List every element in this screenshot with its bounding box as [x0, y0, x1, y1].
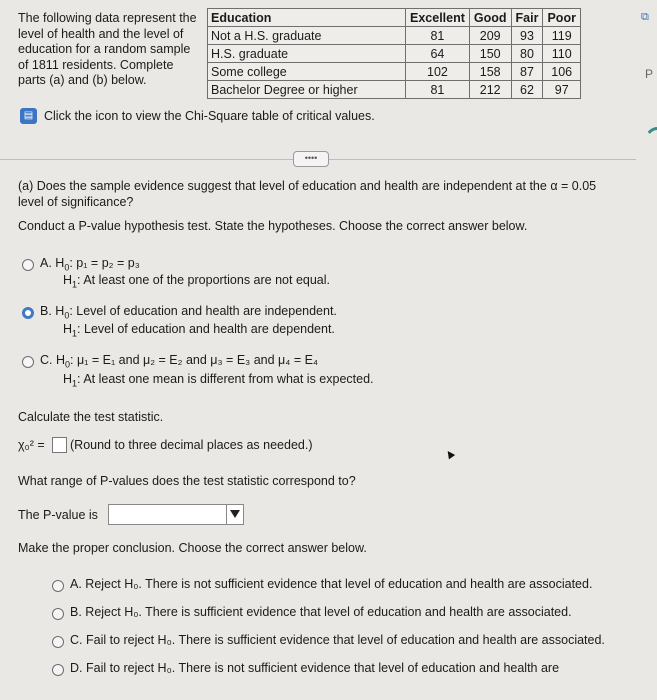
edge-letter: P [645, 67, 654, 81]
option-a-radio[interactable] [22, 259, 34, 271]
table-row [208, 45, 581, 63]
mouse-cursor-icon: ▲ [439, 443, 460, 464]
conclusion-a-radio[interactable] [52, 580, 64, 592]
table-cell: 158 [469, 63, 511, 81]
pvalue-label: The P-value is [18, 508, 98, 522]
table-cell: 110 [543, 45, 580, 63]
table-header-row [208, 9, 581, 27]
table-cell: 93 [511, 27, 543, 45]
table-cell: 150 [469, 45, 511, 63]
table-cell: 102 [406, 63, 470, 81]
table-cell: 106 [543, 63, 580, 81]
table-cell: 97 [543, 81, 580, 99]
dropdown-arrow-icon[interactable] [230, 510, 240, 518]
table-cell: 62 [511, 81, 543, 99]
contingency-table [207, 8, 581, 99]
table-row [208, 81, 581, 99]
table-row [208, 63, 581, 81]
table-corner-label: Education [208, 9, 406, 27]
table-cell: 81 [406, 81, 470, 99]
chi-square-link-text: Click the icon to view the Chi-Square table of critical values. [44, 109, 375, 123]
table-cell: 64 [406, 45, 470, 63]
alpha-value: α = 0.05 [550, 179, 597, 193]
row-label: Some college [208, 63, 406, 81]
option-b-h1: $H_1$: Level of education and health are dependent. [63, 322, 335, 339]
option-c[interactable]: C. $H_0$: μ₁ = E₁ and μ₂ = E₂ and μ₃ = E₃ and μ₄ = E₄ [40, 353, 319, 370]
conclusion-c[interactable]: C. Fail to reject H₀. There is sufficient evidence that level of education and health are associated. [70, 633, 605, 647]
table-cell: 209 [469, 27, 511, 45]
option-b[interactable]: B. $H_0$: Level of education and health are independent. [40, 304, 337, 321]
option-a[interactable]: A. $H_0$: p₁ = p₂ = p₃ [40, 256, 140, 273]
conclusion-b[interactable]: B. Reject H₀. There is sufficient evidence that level of education and health are associated. [70, 605, 572, 619]
pvalue-select[interactable] [108, 504, 244, 525]
conclusion-d[interactable]: D. Fail to reject H₀. There is not sufficient evidence that level of education and health are [70, 661, 560, 675]
problem-intro: The following data represent the level of health and the level of education for a random sample of 1811 residents. Complete parts (a) and (b) below. [18, 11, 197, 87]
row-label: Bachelor Degree or higher [208, 81, 406, 99]
expand-button[interactable]: •••• [293, 151, 329, 167]
edge-arc-decoration [643, 127, 657, 165]
hypothesis-instruction: Conduct a P-value hypothesis test. State the hypotheses. Choose the correct answer below. [18, 219, 528, 233]
question-a: (a) Does the sample evidence suggest that level of education and health are independent at the α = 0.05 level of significance? [18, 179, 597, 209]
table-row [208, 27, 581, 45]
chi-stat-hint: (Round to three decimal places as needed.) [70, 438, 313, 452]
row-label: H.S. graduate [208, 45, 406, 63]
table-cell: 81 [406, 27, 470, 45]
table-cell: 119 [543, 27, 580, 45]
chi-stat-input[interactable] [52, 437, 67, 453]
option-c-h1: $H_1$: At least one mean is different from what is expected. [63, 372, 374, 389]
calc-label: Calculate the test statistic. [18, 410, 164, 424]
conclusion-b-radio[interactable] [52, 608, 64, 620]
chi-stat-label: χ₀² = [18, 438, 45, 452]
table-cell: 80 [511, 45, 543, 63]
conclusion-a[interactable]: A. Reject H₀. There is not sufficient evidence that level of education and health are associated. [70, 577, 593, 591]
row-label: Not a H.S. graduate [208, 27, 406, 45]
column-header: Fair [511, 9, 543, 27]
chi-square-table-icon[interactable]: ▤ [20, 108, 37, 124]
table-cell: 87 [511, 63, 543, 81]
column-header: Good [469, 9, 511, 27]
column-header: Excellent [406, 9, 470, 27]
table-cell: 212 [469, 81, 511, 99]
option-c-radio[interactable] [22, 356, 34, 368]
option-a-h1: $H_1$: At least one of the proportions are not equal. [63, 273, 331, 290]
conclusion-instruction: Make the proper conclusion. Choose the correct answer below. [18, 541, 367, 555]
copy-table-icon[interactable]: ⧉ [641, 11, 649, 23]
select-separator [226, 505, 227, 524]
pvalue-question: What range of P-values does the test statistic correspond to? [18, 474, 356, 488]
conclusion-c-radio[interactable] [52, 636, 64, 648]
column-header: Poor [543, 9, 580, 27]
conclusion-d-radio[interactable] [52, 664, 64, 676]
option-b-radio[interactable] [22, 307, 34, 319]
